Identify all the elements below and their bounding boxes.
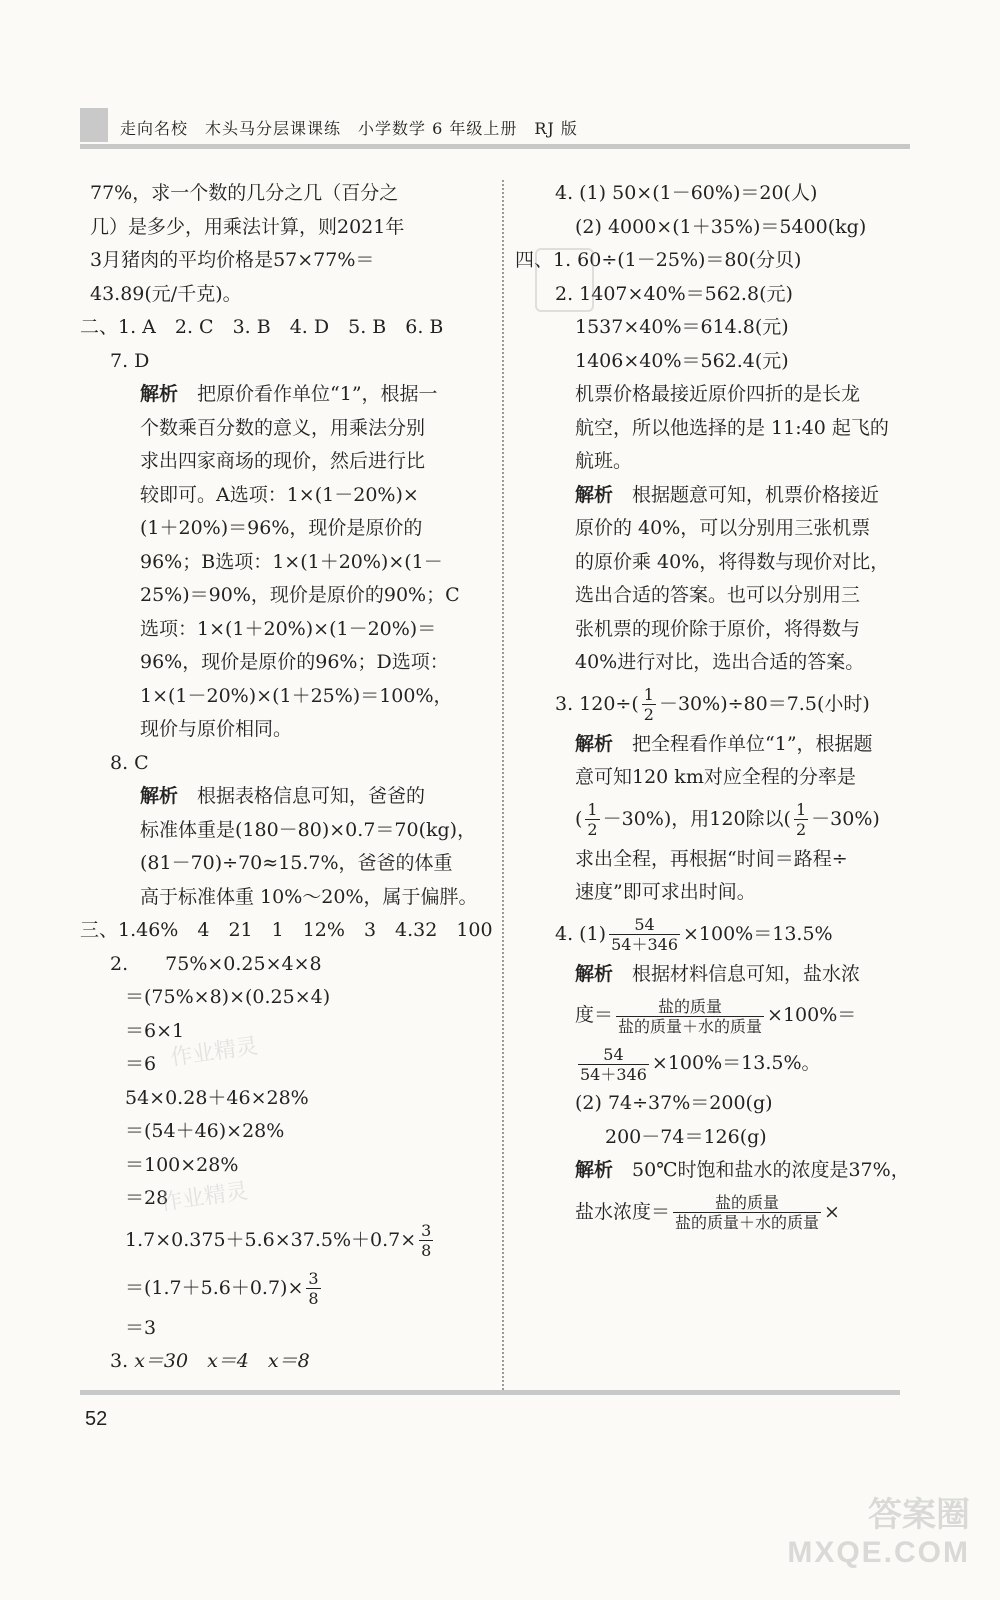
- answer-line: (2) 4000×(1＋35%)＝5400(kg): [575, 215, 867, 238]
- text-line: 航空，所以他选择的是 11:40 起飞的: [575, 416, 889, 439]
- watermark-logo-bottom: MXQE.COM: [787, 1536, 970, 1569]
- text-line: 求出四家商场的现价，然后进行比: [140, 450, 426, 472]
- answer-line: 200－74＝126(g): [605, 1125, 767, 1148]
- text-line: 几）是多少，用乘法计算，则2021年: [90, 215, 405, 238]
- text-line: 度＝ $\frac{\text{盐的质量}}{\text{盐的质量＋水的质量}}$ ×100%＝: [575, 996, 857, 1036]
- left-column: [80, 177, 493, 1379]
- text-line: 个数乘百分数的意义，用乘法分别: [140, 416, 426, 439]
- calc-line: ＝100×28%: [125, 1153, 239, 1176]
- text-line: 求出全程，再根据“时间＝路程÷: [575, 847, 848, 870]
- calc-line: ＝6×1: [125, 1019, 185, 1042]
- fraction: $\frac{3}{8}$: [308, 1269, 319, 1308]
- section-3-answers: 三、1.46% 4 21 1 12% 3 4.32 100: [80, 919, 493, 941]
- text-line: 速度”即可求出时间。: [575, 881, 756, 903]
- analysis-label: 解析: [575, 1159, 614, 1181]
- watermark-logo: [787, 1487, 970, 1570]
- text-line: 选出合适的答案。也可以分别用三: [575, 584, 861, 606]
- fraction: $\frac{1}{2}$: [643, 685, 654, 724]
- question-7-answer: 7. D: [110, 349, 150, 372]
- answer-line: 2. 1407×40%＝562.8(元): [555, 282, 793, 305]
- text-line: 43.89(元/千克)。: [90, 282, 242, 305]
- section-2-answers: 二、1. A 2. C 3. B 4. D 5. B 6. B: [80, 316, 444, 338]
- calc-line: ＝(1.7＋5.6＋0.7)× $\frac{3}{8}$: [125, 1269, 319, 1308]
- text-line: 3月猪肉的平均价格是57×77%＝: [90, 249, 375, 271]
- fraction: $\frac{54}{54+346}$: [580, 1044, 647, 1084]
- analysis-label: 解析: [575, 962, 614, 985]
- text-line: 盐水浓度＝ $\frac{\text{盐的质量}}{\text{盐的质量＋水的质量}}$ ×: [575, 1193, 840, 1232]
- footer-rule: [80, 1390, 900, 1395]
- analysis-q7: 解析 把原价看作单位“1”，根据一: [140, 383, 438, 405]
- calc-line: 2. 75%×0.25×4×8: [110, 952, 322, 975]
- text-line: 96%，现价是原价的96%；D选项：: [140, 651, 449, 673]
- right-column: [515, 177, 925, 1236]
- calc-line: 1.7×0.375＋5.6×37.5%＋0.7× $\frac{3}{8}$: [125, 1221, 432, 1260]
- header-rule: [80, 144, 910, 149]
- text-line: $\frac{54}{54+346}$ ×100%＝13.5%。: [580, 1044, 821, 1084]
- analysis-label: 解析: [575, 732, 614, 755]
- calc-line: ＝3: [125, 1316, 157, 1339]
- calc-line: 54×0.28＋46×28%: [125, 1086, 309, 1109]
- column-divider: [502, 180, 504, 1390]
- text-line: 40%进行对比，选出合适的答案。: [575, 651, 865, 673]
- text-line: 96%；B选项：1×(1＋20%)×(1－: [140, 550, 443, 573]
- header-decoration: [80, 108, 108, 142]
- watermark-mid: 作业精灵: [158, 1178, 250, 1216]
- text-line: 航班。: [575, 450, 633, 472]
- analysis-q4-2: 解析 50℃时饱和盐水的浓度是37%，: [575, 1159, 910, 1181]
- analysis-q8: 解析 根据表格信息可知，爸爸的: [140, 785, 426, 807]
- page-header: [80, 108, 910, 150]
- analysis-q2: 解析 根据题意可知，机票价格接近: [575, 483, 880, 506]
- answer-line: (2) 74÷37%＝200(g): [575, 1092, 773, 1114]
- fraction: $\frac{1}{2}$: [587, 800, 598, 839]
- text-line: (81－70)÷70≈15.7%，爸爸的体重: [140, 852, 453, 874]
- page-number: 52: [85, 1408, 108, 1430]
- text-line: 较即可。A选项：1×(1－20%)×: [140, 483, 419, 506]
- question-8-answer: 8. C: [110, 751, 149, 774]
- fraction: $\frac{3}{8}$: [421, 1221, 432, 1260]
- analysis-label: 解析: [575, 483, 614, 506]
- question-3-answer: 3. x＝30 x＝4 x＝8: [110, 1350, 310, 1372]
- text-line: 77%，求一个数的几分之几（百分之: [90, 182, 399, 204]
- text-line: 1×(1－20%)×(1＋25%)＝100%，: [140, 684, 453, 707]
- text-line: 现价与原价相同。: [140, 718, 293, 740]
- calc-line: ＝(54＋46)×28%: [125, 1120, 285, 1142]
- text-line: 机票价格最接近原价四折的是长龙: [575, 383, 861, 405]
- answer-line: 1537×40%＝614.8(元): [575, 316, 789, 338]
- text-line: 25%)＝90%，现价是原价的90%；C: [140, 584, 460, 606]
- analysis-label: 解析: [140, 785, 179, 807]
- stamp-mark: [535, 248, 594, 312]
- text-line: (1＋20%)＝96%，现价是原价的: [140, 517, 423, 539]
- text-line: 张机票的现价除于原价，将得数与: [575, 617, 861, 640]
- text-line: 选项：1×(1＋20%)×(1－20%)＝: [140, 617, 437, 640]
- watermark-mid: 作业精灵: [168, 1033, 260, 1071]
- answer-line: 1406×40%＝562.4(元): [575, 349, 789, 372]
- fraction: $\frac{\text{盐的质量}}{\text{盐的质量＋水的质量}}$: [618, 996, 763, 1036]
- text-line: ( $\frac{1}{2}$ －30%)，用120除以( $\frac{1}{2}$ －30%): [575, 800, 880, 839]
- header-title: 走向名校 木头马分层课课练 小学数学 6 年级上册 RJ 版: [120, 119, 578, 138]
- fraction: $\frac{54}{54+346}$: [611, 915, 678, 954]
- text-line: 意可知120 km对应全程的分率是: [575, 766, 856, 788]
- answer-line: 4. (1) $\frac{54}{54+346}$ ×100%＝13.5%: [555, 915, 833, 954]
- calc-line: ＝(75%×8)×(0.25×4): [125, 986, 331, 1008]
- calc-line: ＝28: [125, 1187, 169, 1209]
- calc-line: ＝6: [125, 1053, 157, 1075]
- text-line: 高于标准体重 10%～20%，属于偏胖。: [140, 885, 478, 908]
- fraction: $\frac{1}{2}$: [795, 800, 807, 839]
- fraction: $\frac{\text{盐的质量}}{\text{盐的质量＋水的质量}}$: [675, 1193, 820, 1232]
- answer-line: 3. 120÷( $\frac{1}{2}$ －30%)÷80＝7.5(小时): [555, 685, 870, 724]
- text-line: 的原价乘 40%，将得数与现价对比，: [575, 550, 890, 573]
- text-line: 原价的 40%，可以分别用三张机票: [575, 517, 871, 539]
- watermark-logo-top: 答案圈: [868, 1496, 970, 1534]
- section-4-answers: 四、1. 60÷(1－25%)＝80(分贝): [515, 249, 802, 271]
- analysis-label: 解析: [140, 383, 179, 405]
- text-line: 标准体重是(180－80)×0.7＝70(kg)，: [140, 818, 477, 841]
- answer-line: 4. (1) 50×(1－60%)＝20(人): [555, 182, 818, 204]
- analysis-q3: 解析 把全程看作单位“1”，根据题: [575, 732, 873, 755]
- analysis-q4: 解析 根据材料信息可知，盐水浓: [575, 962, 861, 985]
